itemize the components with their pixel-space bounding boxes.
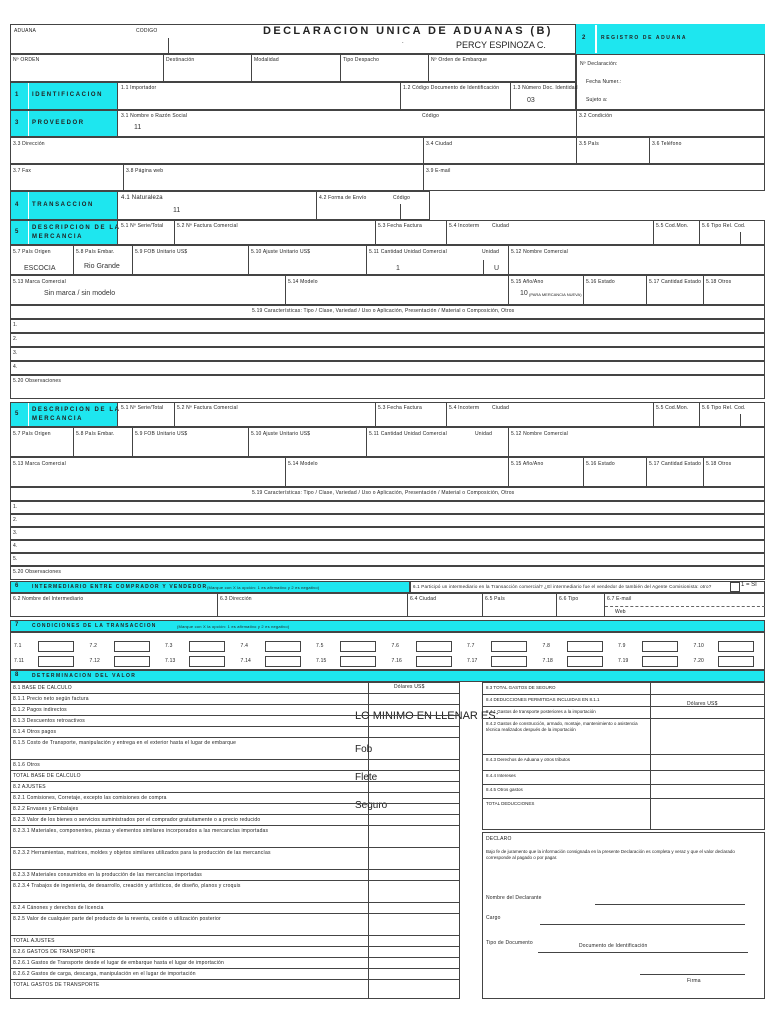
valor-row-label: TOTAL BASE DE CALCULO [13, 773, 81, 779]
form-title: DECLARACION UNICA DE ADUANAS (B) [263, 25, 553, 37]
valor-right-label: 8.4.3 Derechos de Aduana y otros tributos [486, 757, 571, 762]
valor-row-amount[interactable] [369, 815, 459, 825]
valor-row-label: 8.2.2 Envases y Embalajes [13, 806, 79, 812]
cond-checkbox[interactable] [491, 656, 527, 667]
mercancia-section-1: DESCRIPCION DE LA [32, 225, 121, 231]
valor-row-amount[interactable] [369, 914, 459, 935]
valor-right-amount[interactable] [651, 785, 764, 798]
valor-row-amount[interactable] [369, 782, 459, 792]
valor-row-label: 8.1.3 Descuentos retroactivos [13, 718, 85, 724]
valor-row-label: 8.2.6.2 Gastos de carga, descarga, manipulación en el lugar de importación [13, 971, 196, 977]
valor-row-amount[interactable] [369, 958, 459, 968]
cond-label: 7.18 [542, 658, 554, 664]
cond-label: 7.1 [14, 643, 22, 649]
codigo-label: CODIGO [136, 28, 158, 34]
note-minimo: LO MINIMO EN LLENAR ES: [355, 710, 499, 722]
cond-checkbox[interactable] [189, 656, 225, 667]
cond-label: 7.14 [240, 658, 252, 664]
valor-row-amount[interactable] [369, 705, 459, 715]
valor-row-label: 8.2.1 Comisiones, Corretaje, excepto las comisiones de compra [13, 795, 167, 801]
valor-row-label: 8.2.3 Valor de los bienes o servicios suministrados por el comprador gratuitamente o a precio reducido [13, 817, 261, 823]
valor-row-amount[interactable] [369, 793, 459, 803]
cond-label: 7.11 [14, 658, 25, 664]
aduana-label: ADUANA [14, 28, 37, 34]
cond-checkbox[interactable] [416, 641, 452, 652]
valor-row-label: 8.2.3.4 Trabajos de ingeniería, de desarrollo, creación y artísticos, de diseño, planos y croquis [13, 883, 241, 889]
valor-row-amount[interactable] [369, 980, 459, 990]
cond-label: 7.3 [165, 643, 173, 649]
valor-row-amount[interactable] [369, 683, 459, 693]
cond-checkbox[interactable] [265, 641, 301, 652]
cond-checkbox[interactable] [567, 641, 603, 652]
cond-label: 7.8 [542, 643, 551, 649]
cond-checkbox[interactable] [114, 656, 150, 667]
valor-row-label: 8.2.6 GASTOS DE TRANSPORTE [13, 949, 96, 955]
valor-row-amount[interactable] [369, 760, 459, 770]
cond-label: 7.20 [693, 658, 705, 664]
cond-checkbox[interactable] [416, 656, 452, 667]
valor-row-label: 8.2.4 Cánones y derechos de licencia [13, 905, 104, 911]
valor-row-label: 8.2.3.1 Materiales, componentes, piezas y elementos similares incorporados a las mercancías importadas [13, 828, 269, 834]
valor-right-label: 8.4.1 Gastos de transporte posteriores a la importación [486, 709, 596, 714]
valor-row-label: 8.1.1 Precio neto según factura [13, 696, 89, 702]
cond-checkbox[interactable] [718, 656, 754, 667]
valor-row-label: 8.1.2 Pagos indirectos [13, 707, 67, 713]
cond-label: 7.13 [165, 658, 176, 664]
cond-checkbox[interactable] [114, 641, 150, 652]
valor-right-label: 8.4.2 Gastos de construcción, armado, montaje, mantenimiento o asistencia técnica realizados después de la importación [486, 721, 638, 732]
valor-row-label: 8.1.4 Otros pagos [13, 729, 57, 735]
valor-row-amount[interactable] [369, 947, 459, 957]
cond-label: 7.12 [89, 658, 101, 664]
valor-right-label: 8.4.4 Intereses [486, 773, 516, 778]
cond-checkbox[interactable] [340, 656, 376, 667]
valor-row-label: TOTAL GASTOS DE TRANSPORTE [13, 982, 100, 988]
cond-checkbox[interactable] [340, 641, 376, 652]
valor-right-label: 8.4.5 Otros gastos [486, 787, 523, 792]
cond-label: 7.19 [618, 658, 629, 664]
valor-row-amount[interactable] [369, 727, 459, 737]
dua-form: ADUANA CODIGO DECLARACION UNICA DE ADUANAS (B) . PERCY ESPINOZA C. 2 REGISTRO DE ADUANA Nº ORDEN Destinación Modalidad Tipo Despacho Nº Orden de Embarque Nº Declaración: Fecha Numer.: Sujeto a: 1 IDENTIFICACION 1.1 Importador 1.2 Código Documento de Identificación 1.3 Número Doc. Identidad 03 3 PROVEEDOR 3.1 Nombre o Razón Social 11 Código 3.2 Condición 3.3 Dirección 3.4 Ciudad 3.5 País 3.6 Teléfono 3.7 Fax 3.8 Página web 3.9 E-mail 4 TRANSACCION 4.1 Naturaleza 11 4.2 Forma de Envío Código 5 DESCRIPCION DE LA MERCANCIA 5.1 Nº Serie/Total 5.2 Nº Factura Comercial 5.3 Fecha Factura 5.4 Incoterm Ciudad 5.5 Cod.Mon. 5.6 Tipo Rel. Cod. 5.7 País Origen ESCOCIA 5.8 País Embar. Rio Grande 5.9 FOB Unitario US$ 5.10 Ajuste Unitario US$ 5.11 Cantidad Unidad Comercial Unidad 1 U 5.12 Nombre Comercial 5.13 Marca Comercial Sin marca / sin modelo 5.14 Modelo 5.15 Año/Ano 10 (PARA MERCANCIA NUEVA) 5.16 Estado 5.17 Cantidad Estado 5.18 Otros 5.19 Características: Tipo / Clase, Variedad / Uso o Aplicación, Presentación / Material o Composición, Otros 1. 2. 3. 4. 5.20 Observaciones 5 DESCRIPCION DE LA MERCANCIA 5.1 Nº Serie/Total 5.2 Nº Factura Comercial 5.3 Fecha Factura 5.4 Incoterm Ciudad 5.5 Cod.Mon. 5.6 Tipo Rel. Cod. 5.7 País Origen 5.8 País Embar. 5.9 FOB Unitario US$ 5.10 Ajuste Unitario US$ 5.11 Cantidad Unidad Comercial Unidad 5.12 Nombre Comercial 5.13 Marca Comercial 5.14 Modelo 5.15 Año/Ano 5.16 Estado 5.17 Cantidad Estado 5.18 Otros 5.19 Características: Tipo / Clase, Variedad / Uso o Aplicación, Presentación / Material o Composición, Otros 1. 2. 3. 4. 5. 5.20 Observaciones 6 INTERMEDIARIO ENTRE COMPRADOR Y VENDEDOR (Marque con X la opción: 1 es afirmativo y 2 es negativo) 6.1 Participó un intermediario en la Transacción comercial? ¿El intermediario fue el vendedor de también del Agente Comisionista: otro? 1 = SI 6.2 Nombre del Intermediario 6.3 Dirección 6.4 Ciudad 6.5 País 6.6 Tipo 6.7 E-mail Web 7 CONDICIONES DE LA TRANSACCION (Marque con X la opción: 1 es afirmativo y 2 es negativo) 8 DETERMINACION DEL VALOR Dólares US$ Dólares US$ DECLARO Bajo fe de juramento que la información consignada en la presente Declaración es completa y veraz y que el valor declarado corresponde al pagado o por pagar. Nombre del Declarante Cargo Tipo de Documento Documento de Identificación Firma LO MINIMO EN LLENAR ES: Fob Flete Seguro 7.1 7.2 7.3 7.4 7.5 7.6 7.7 7.8 7.9 7.10 7.11 7.12 7.13 7.14 7.15 7.16 7.17 7.18 7.19 7.20 8.1 BASE DE CALCULO 8.1.1 Precio neto según factura 8.1.2 Pagos indirectos 8.1.3 Descuentos retroactivos 8.1.4 Otros pagos 8.1.5 Costo de Transporte, manipulación y entrega en el exterior hasta el lugar de embarque 8.1.6 Otros TOTAL BASE DE CALCULO 8.2 AJUSTES 8.2.1 Comisiones, Corretaje, excepto las comisiones de compra 8.2.2 Envases y Embalajes 8.2.3 Valor de los bienes o servicios suministrados por el comprador gratuitamente o a precio reducido 8.2.3.1 Materiales, componentes, piezas y elementos similares incorporados a las mercancías importadas 8.2.3.2 Herramientas, matrices, moldes y objetos similares utilizados para la producción de las mercancías 8.2.3.3 Materiales consumidos en la producción de las mercancías importadas 8.2.3.4 Trabajos de ingeniería, de desarrollo, creación y artísticos, de diseño, planos y croquis 8.2.4 Cánones y derechos de licencia 8.2.5 Valor de cualquier parte del producto de la reventa, cesión o utilización posterior TOTAL AJUSTES 8.2.6 GASTOS DE TRANSPORTE 8.2.6.1 Gastos de Transporte desde el lugar de embarque hasta el lugar de importación 8.2.6.2 Gastos de carga, descarga, manipulación en el lugar de importación TOTAL GASTOS DE TRANSPORTE 8.3 TOTAL GASTOS DE SEGURO 8.4 DEDUCCIONES PERMITIDAS INCLUIDAS EN 8.1.1 8.4.1 Gastos de transporte posteriores a la importación 8.4.2 Gastos de construcción, armado, montaje, mantenimiento o asistencia técnica realizados después de la importación 8.4.3 Derechos de Aduana y otros tributos 8.4.4 Intereses 8.4.5 Otros gastos TOTAL DEDUCCIONES [10, 24, 765, 1009]
cond-label: 7.15 [316, 658, 327, 664]
transaccion-section: TRANSACCION [32, 202, 94, 208]
cond-label: 7.10 [693, 643, 705, 649]
valor-row-label: 8.1.6 Otros [13, 762, 40, 768]
valor-row-amount[interactable] [369, 870, 459, 880]
valor-right-label: 8.4 DEDUCCIONES PERMITIDAS INCLUIDAS EN 8.1.1 [486, 697, 600, 702]
valor-row-amount[interactable] [369, 804, 459, 814]
cond-label: 7.2 [89, 643, 98, 649]
valor-right-amount[interactable] [651, 799, 764, 812]
cond-checkbox[interactable] [642, 656, 678, 667]
valor-row-amount[interactable] [369, 936, 459, 946]
valor-right-amount[interactable] [651, 683, 764, 694]
valor-row-amount[interactable] [369, 738, 459, 759]
valor-row-amount[interactable] [369, 694, 459, 704]
cond-checkbox[interactable] [642, 641, 678, 652]
cond-checkbox[interactable] [718, 641, 754, 652]
cond-checkbox[interactable] [265, 656, 301, 667]
cond-label: 7.6 [391, 643, 400, 649]
valor-right-amount[interactable] [651, 771, 764, 784]
valor-right-amount[interactable] [651, 719, 764, 754]
valor-section: DETERMINACION DEL VALOR [32, 673, 137, 679]
valor-row-label: 8.2.6.1 Gastos de Transporte desde el lugar de embarque hasta el lugar de importación [13, 960, 225, 966]
mercancia-section-2: DESCRIPCION DE LA [32, 407, 121, 413]
identificacion-section: IDENTIFICACION [32, 92, 104, 98]
note-flete: Flete [355, 772, 378, 783]
cond-checkbox[interactable] [38, 641, 74, 652]
valor-row-amount[interactable] [369, 771, 459, 781]
cond-label: 7.9 [618, 643, 626, 649]
valor-row-amount[interactable] [369, 826, 459, 847]
valor-row-label: 8.1.5 Costo de Transporte, manipulación y entrega en el exterior hasta el lugar de embarque [13, 740, 237, 746]
valor-row-amount[interactable] [369, 881, 459, 902]
valor-row-label: 8.2.5 Valor de cualquier parte del producto de la reventa, cesión o utilización posterior [13, 916, 221, 922]
note-fob: Fob [355, 744, 373, 755]
valor-right-amount[interactable] [651, 707, 764, 718]
intermediario-checkbox[interactable] [730, 582, 740, 592]
proveedor-section: PROVEEDOR [32, 120, 85, 126]
valor-row-amount[interactable] [369, 969, 459, 979]
condiciones-section: CONDICIONES DE LA TRANSACCION [32, 623, 157, 629]
cond-checkbox[interactable] [491, 641, 527, 652]
valor-row-amount[interactable] [369, 716, 459, 726]
valor-row-amount[interactable] [369, 903, 459, 913]
cond-label: 7.5 [316, 643, 324, 649]
agent-name: PERCY ESPINOZA C. [456, 40, 546, 50]
valor-right-label: TOTAL DEDUCCIONES [486, 801, 535, 806]
valor-row-label: 8.2.3.3 Materiales consumidos en la producción de las mercancías importadas [13, 872, 202, 878]
valor-row-label: TOTAL AJUSTES [13, 938, 55, 944]
numero-doc-value[interactable]: 03 [527, 97, 535, 104]
note-seguro: Seguro [355, 800, 388, 811]
valor-right-label: 8.3 TOTAL GASTOS DE SEGURO [486, 685, 556, 690]
cond-label: 7.16 [391, 658, 403, 664]
cond-checkbox[interactable] [38, 656, 74, 667]
cond-label: 7.4 [240, 643, 249, 649]
cond-checkbox[interactable] [567, 656, 603, 667]
cond-checkbox[interactable] [189, 641, 225, 652]
valor-row-label: 8.1 BASE DE CALCULO [13, 685, 72, 691]
valor-row-label: 8.2 AJUSTES [13, 784, 46, 790]
cond-label: 7.7 [467, 643, 475, 649]
intermediario-section: INTERMEDIARIO ENTRE COMPRADOR Y VENDEDOR [32, 584, 208, 590]
valor-row-amount[interactable] [369, 848, 459, 869]
registro-aduana-label: REGISTRO DE ADUANA [601, 35, 688, 41]
valor-right-amount[interactable] [651, 755, 764, 770]
cond-label: 7.17 [467, 658, 478, 664]
valor-right-amount[interactable] [651, 695, 764, 706]
valor-row-label: 8.2.3.2 Herramientas, matrices, moldes y objetos similares utilizados para la producción de las mercancías [13, 850, 271, 856]
